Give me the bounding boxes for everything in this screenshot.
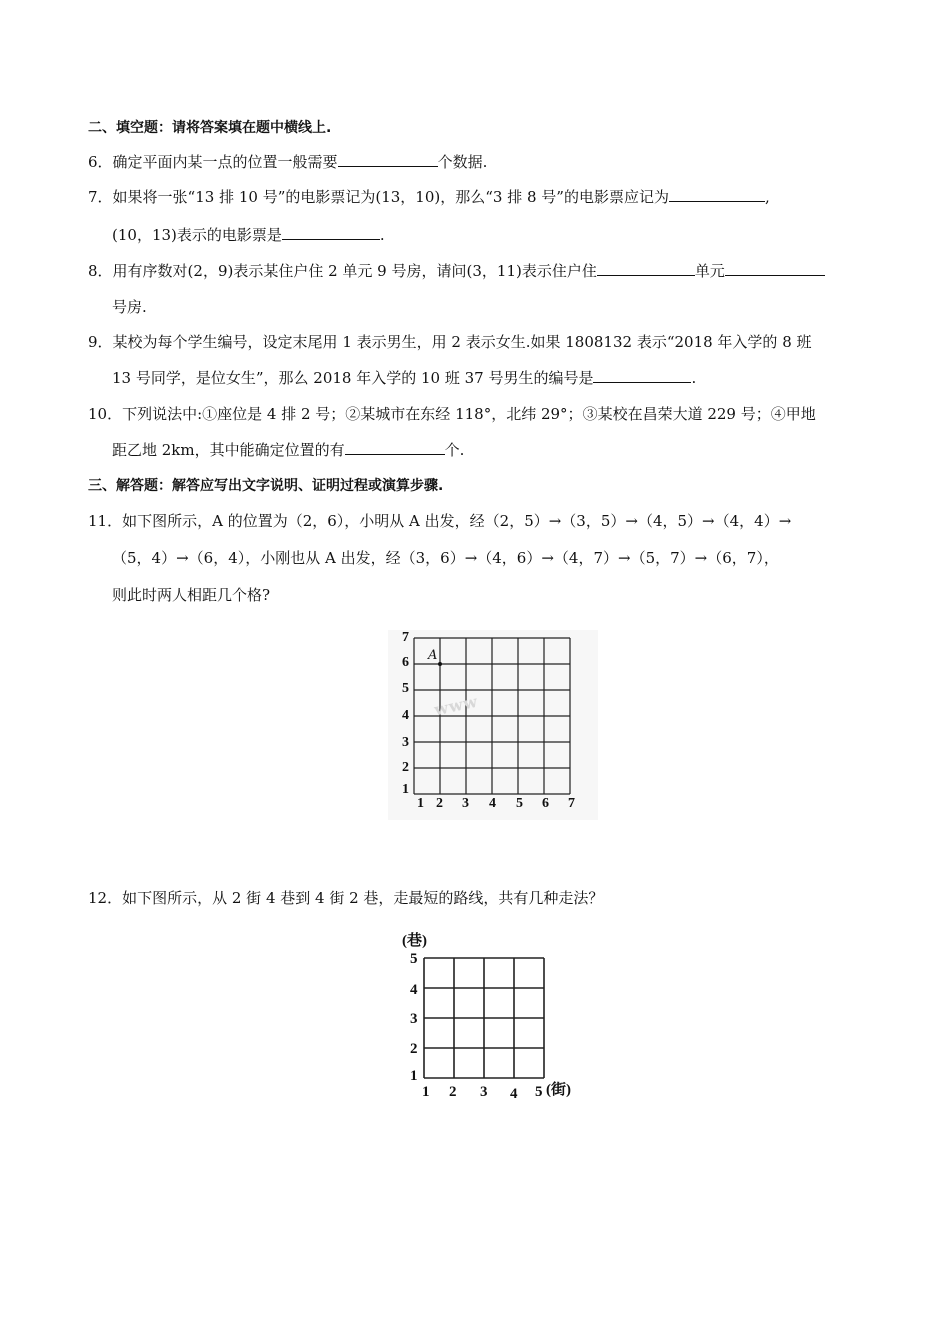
y-tick-5: 5: [402, 681, 409, 696]
x-axis-title: (街): [546, 1082, 571, 1098]
q7-number: 7．: [88, 188, 113, 206]
q7-answer-blank-2[interactable]: [282, 225, 380, 240]
q10-text: 下列说法中:①座位是 4 排 2 号；②某城市在东经 118°，北纬 29°；③某校在昌荣大道 229 号；④甲地: [122, 405, 816, 423]
q9-text-2: 13 号同学，是位女生”，那么 2018 年入学的 10 班 37 号男生的编号是: [112, 369, 594, 387]
question-11-line3: 则此时两人相距几个格?: [112, 586, 271, 604]
q8-number: 8．: [88, 262, 113, 280]
question-9-line2: [112, 368, 696, 388]
q8-answer-blank-1[interactable]: [597, 261, 695, 276]
y-tick-3: 3: [410, 1011, 418, 1027]
q11-text: 如下图所示，A 的位置为（2，6），小明从 A 出发，经（2，5）→（3，5）→（4，5）→（4，4）→: [122, 512, 792, 530]
x-tick-4: 4: [489, 796, 496, 811]
y-tick-1: 1: [402, 782, 409, 797]
x-tick-5: 5: [516, 796, 523, 811]
street-lane-grid-figure-2: [400, 928, 590, 1103]
section3-heading: 三、解答题：解答应写出文字说明、证明过程或演算步骤.: [88, 478, 444, 494]
x-tick-2: 2: [436, 796, 443, 811]
point-a-label: A: [428, 648, 438, 663]
question-6: [88, 152, 487, 172]
q7-text: 如果将一张“13 排 10 号”的电影票记为(13，10)，那么“3 排 8 号”的电影票应记为: [112, 188, 669, 206]
x-tick-1: 1: [422, 1084, 430, 1100]
q7-answer-blank-1[interactable]: [669, 187, 765, 202]
y-tick-2: 2: [402, 760, 409, 775]
q7-period: .: [379, 226, 385, 244]
q9-period: .: [691, 369, 697, 387]
question-9-line1: [88, 332, 812, 352]
q10-answer-blank[interactable]: [345, 440, 445, 455]
q8-answer-blank-2[interactable]: [725, 261, 825, 276]
y-tick-5: 5: [410, 951, 418, 967]
q10-end: 个.: [444, 441, 465, 459]
question-8-line2: 号房.: [112, 298, 147, 316]
q10-text-2: 距乙地 2km，其中能确定位置的有: [112, 441, 345, 459]
question-11-line1: [88, 511, 791, 531]
q9-number: 9．: [88, 333, 113, 351]
x-tick-3: 3: [462, 796, 469, 811]
q7-comma: ,: [764, 188, 770, 206]
y-tick-1: 1: [410, 1068, 418, 1084]
q8-unit-label: 单元: [694, 262, 725, 280]
y-tick-7: 7: [402, 630, 409, 645]
y-tick-6: 6: [402, 655, 409, 670]
question-12: [88, 888, 603, 908]
q9-text: 某校为每个学生编号，设定末尾用 1 表示男生，用 2 表示女生.如果 1808132 表示“2018 年入学的 8 班: [112, 333, 812, 351]
question-10-line1: [88, 404, 816, 424]
x-tick-1: 1: [417, 796, 424, 811]
y-tick-2: 2: [410, 1041, 418, 1057]
q9-answer-blank[interactable]: [593, 368, 691, 383]
grid-lines-1: [388, 630, 598, 820]
x-tick-2: 2: [449, 1084, 457, 1100]
q8-text: 用有序数对(2，9)表示某住户住 2 单元 9 号房，请问(3，11)表示住户住: [112, 262, 597, 280]
question-7-line2: [112, 225, 385, 245]
x-tick-3: 3: [480, 1084, 488, 1100]
q6-text: 确定平面内某一点的位置一般需要: [112, 153, 338, 171]
question-11-line2: （5，4）→（6，4），小刚也从 A 出发，经（3，6）→（4，6）→（4，7）→（5，7）→（6，7），: [112, 549, 779, 567]
coordinate-grid-figure-1: [388, 630, 598, 820]
x-tick-6: 6: [542, 796, 549, 811]
q11-number: 11．: [88, 512, 123, 530]
question-10-line2: [112, 440, 464, 460]
grid-lines-2: [400, 928, 590, 1103]
y-axis-title: (巷): [402, 933, 427, 949]
q7-text-2: (10，13)表示的电影票是: [112, 226, 282, 244]
question-7-line1: [88, 187, 770, 207]
x-tick-7: 7: [568, 796, 575, 811]
q10-number: 10．: [88, 405, 123, 423]
q6-number: 6．: [88, 153, 113, 171]
y-tick-3: 3: [402, 735, 409, 750]
q12-text: 如下图所示，从 2 街 4 巷到 4 街 2 巷，走最短的路线，共有几种走法？: [122, 889, 604, 907]
q6-answer-blank[interactable]: [338, 152, 438, 167]
question-8-line1: [88, 261, 825, 281]
x-tick-5: 5: [535, 1084, 543, 1100]
section2-heading: 二、填空题：请将答案填在题中横线上.: [88, 120, 332, 136]
watermark: www: [432, 691, 480, 720]
point-a-dot: [438, 662, 442, 666]
y-tick-4: 4: [402, 708, 409, 723]
x-tick-4: 4: [510, 1086, 518, 1102]
q12-number: 12．: [88, 889, 123, 907]
q6-text-end: 个数据.: [437, 153, 488, 171]
y-tick-4: 4: [410, 982, 418, 998]
